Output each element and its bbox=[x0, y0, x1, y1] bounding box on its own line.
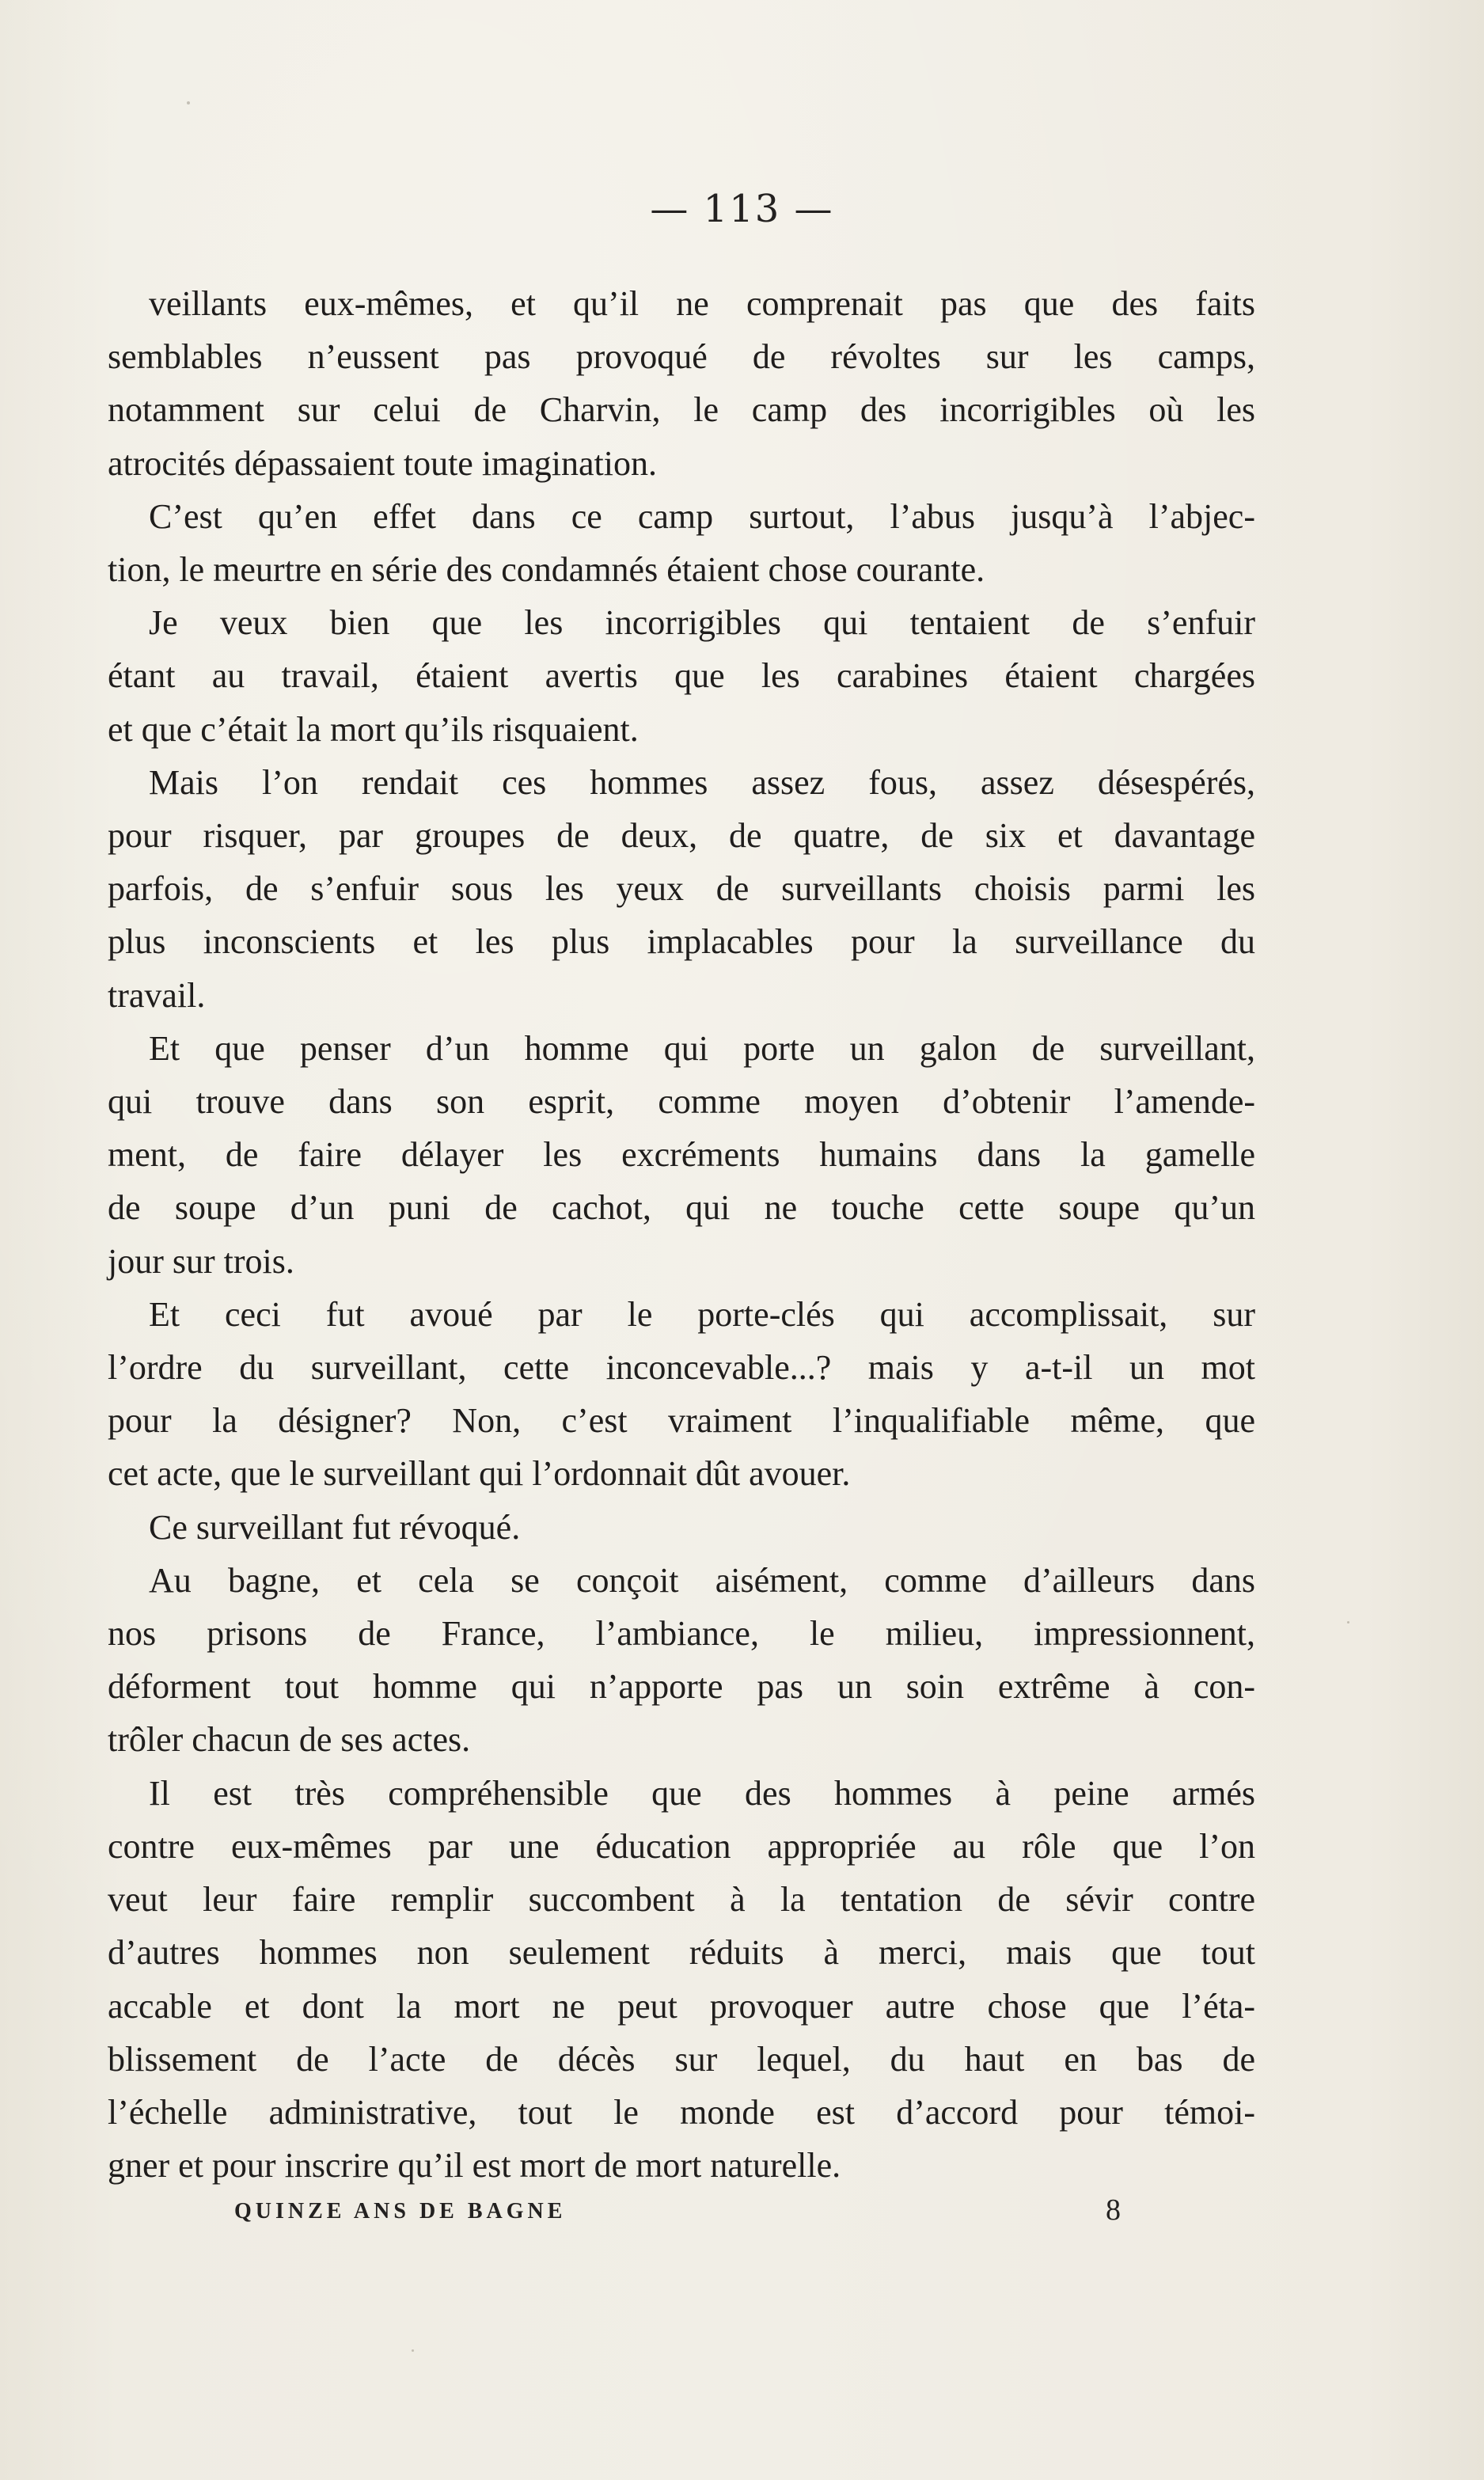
footer-signature-mark: 8 bbox=[1106, 2193, 1121, 2227]
text-line: parfois, de s’enfuir sous les yeux de surveillants choisis parmi les bbox=[108, 869, 1255, 909]
text-line: Au bagne, et cela se conçoit aisément, comme d’ailleurs dans bbox=[149, 1560, 1255, 1600]
paper-speck bbox=[412, 2349, 414, 2352]
text-line: et que c’était la mort qu’ils risquaient. bbox=[108, 709, 639, 749]
text-line: veillants eux-mêmes, et qu’il ne comprenait pas que des faits bbox=[149, 284, 1255, 323]
text-line: cet acte, que le surveillant qui l’ordonnait dût avouer. bbox=[108, 1454, 851, 1494]
text-line: Il est très compréhensible que des hommes à peine armés bbox=[149, 1773, 1255, 1813]
text-line: Ce surveillant fut révoqué. bbox=[149, 1507, 521, 1547]
text-line: déforment tout homme qui n’apporte pas un soin extrême à con- bbox=[108, 1667, 1255, 1707]
text-line: Et ceci fut avoué par le porte-clés qui accomplissait, sur bbox=[149, 1294, 1255, 1334]
text-line: jour sur trois. bbox=[108, 1241, 294, 1281]
text-line: d’autres hommes non seulement réduits à merci, mais que tout bbox=[108, 1933, 1255, 1973]
paragraph bbox=[108, 1767, 1255, 2193]
paragraph bbox=[108, 1022, 1255, 1288]
text-line: notamment sur celui de Charvin, le camp des incorrigibles où les bbox=[108, 390, 1255, 430]
text-line: ment, de faire délayer les excréments humains dans la gamelle bbox=[108, 1135, 1255, 1175]
text-line: l’échelle administrative, tout le monde est d’accord pour témoi- bbox=[108, 2092, 1255, 2132]
text-line: atrocités dépassaient toute imagination. bbox=[108, 443, 658, 483]
text-line: tion, le meurtre en série des condamnés étaient chose courante. bbox=[108, 550, 985, 590]
paper-speck bbox=[187, 101, 190, 104]
text-line: blissement de l’acte de décès sur lequel, du haut en bas de bbox=[108, 2039, 1255, 2079]
paragraph bbox=[108, 1554, 1255, 1767]
paragraph bbox=[108, 596, 1255, 756]
text-line: contre eux-mêmes par une éducation appropriée au rôle que l’on bbox=[108, 1826, 1255, 1866]
text-line: Mais l’on rendait ces hommes assez fous, assez désespérés, bbox=[149, 762, 1255, 802]
text-line: gner et pour inscrire qu’il est mort de mort naturelle. bbox=[108, 2146, 841, 2186]
text-line: plus inconscients et les plus implacables pour la surveillance du bbox=[108, 922, 1255, 962]
paper-speck bbox=[1347, 1621, 1349, 1624]
text-line: Et que penser d’un homme qui porte un galon de surveillant, bbox=[149, 1028, 1255, 1068]
text-line: de soupe d’un puni de cachot, qui ne touche cette soupe qu’un bbox=[108, 1188, 1255, 1228]
paragraph bbox=[108, 1501, 1255, 1554]
text-line: trôler chacun de ses actes. bbox=[108, 1720, 471, 1760]
text-line: semblables n’eussent pas provoqué de révoltes sur les camps, bbox=[108, 337, 1255, 377]
text-line: l’ordre du surveillant, cette inconcevable...? mais y a-t-il un mot bbox=[108, 1348, 1255, 1388]
text-line: étant au travail, étaient avertis que les carabines étaient chargées bbox=[108, 656, 1255, 696]
text-line: Je veux bien que les incorrigibles qui tentaient de s’enfuir bbox=[149, 603, 1255, 643]
paragraph bbox=[108, 277, 1255, 490]
body-text bbox=[108, 277, 1255, 2192]
text-line: accable et dont la mort ne peut provoquer autre chose que l’éta- bbox=[108, 1986, 1255, 2026]
text-line: pour la désigner? Non, c’est vraiment l’inqualifiable même, que bbox=[108, 1401, 1255, 1441]
paragraph bbox=[108, 1288, 1255, 1501]
page-number: — 113 — bbox=[650, 187, 834, 231]
text-line: pour risquer, par groupes de deux, de quatre, de six et davantage bbox=[108, 816, 1255, 856]
footer-book-title: QUINZE ANS DE BAGNE bbox=[234, 2199, 567, 2224]
text-line: travail. bbox=[108, 975, 206, 1015]
paragraph bbox=[108, 490, 1255, 596]
page-footer bbox=[234, 2193, 1121, 2232]
text-line: C’est qu’en effet dans ce camp surtout, l’abus jusqu’à l’abjec- bbox=[149, 496, 1255, 536]
paragraph bbox=[108, 756, 1255, 1022]
text-line: nos prisons de France, l’ambiance, le milieu, impressionnent, bbox=[108, 1614, 1255, 1654]
text-line: veut leur faire remplir succombent à la tentation de sévir contre bbox=[108, 1880, 1255, 1920]
text-line: qui trouve dans son esprit, comme moyen d’obtenir l’amende- bbox=[108, 1082, 1255, 1122]
